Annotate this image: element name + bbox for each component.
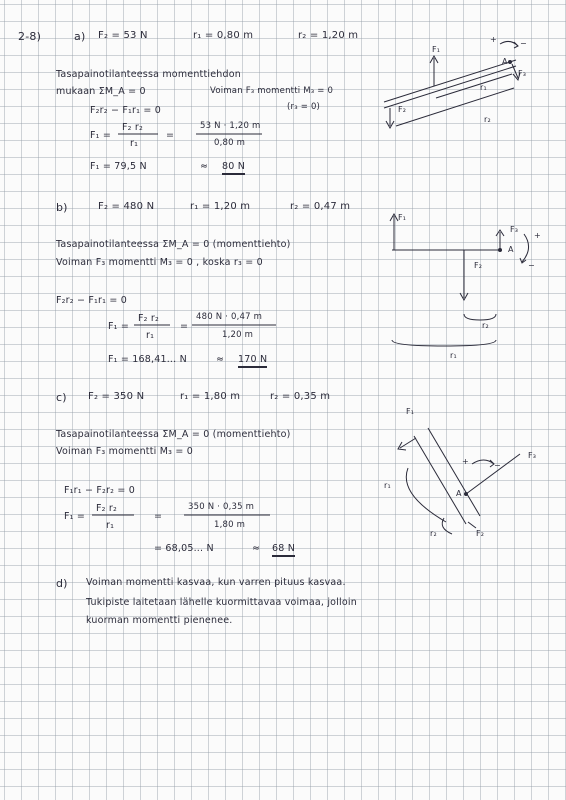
part-b-eq2-eq: =: [180, 321, 189, 332]
part-a-fig-f3: F₃: [518, 69, 527, 78]
part-a-label: a): [74, 30, 86, 43]
part-a-fig-f2: F₂: [398, 105, 407, 114]
part-c-fig-plus: +: [462, 457, 469, 466]
problem-number: 2-8): [18, 30, 42, 43]
part-a-eq2-eq: =: [166, 130, 175, 141]
part-a-given-f2: F₂ = 53 N: [98, 30, 148, 41]
part-c-eq2-eq: =: [154, 511, 163, 522]
part-c-fig-f2: F₂: [476, 529, 485, 538]
part-a-r3-note: (r₃ = 0): [287, 102, 321, 112]
part-a-fig-f1: F₁: [432, 45, 441, 54]
part-a-result: F₁ = 79,5 N: [90, 161, 147, 172]
part-a-equation-1: F₂r₂ − F₁r₁ = 0: [90, 105, 162, 116]
part-a-text-line1: Tasapainotilanteessa momenttiehdon: [56, 69, 241, 80]
part-c-answer: 68 N: [272, 544, 295, 557]
part-a-eq2-lhs: F₁ =: [90, 130, 112, 141]
part-b-fig-f1: F₁: [398, 213, 407, 222]
part-c-eq2-lhs: F₁ =: [64, 511, 86, 522]
part-b-fig-f3: F₃: [510, 225, 519, 234]
part-b-given-f2: F₂ = 480 N: [98, 201, 155, 212]
part-b-approx: ≈: [216, 354, 225, 365]
part-a-fig-minus: −: [520, 39, 527, 48]
part-c-eq2-frac-den: r₁: [106, 520, 115, 531]
part-c-fig-a: A: [456, 489, 462, 498]
part-a-eq2-val-den: 0,80 m: [214, 138, 246, 148]
part-c-fig-minus: −: [494, 461, 501, 470]
part-c-label: c): [56, 391, 67, 404]
part-b-fig-f2: F₂: [474, 261, 483, 270]
part-b-eq2-val-num: 480 N · 0,47 m: [196, 312, 263, 322]
part-a-given-r1: r₁ = 0,80 m: [193, 30, 254, 41]
part-a-moment-note: Voiman F₃ momentti M₃ = 0: [210, 86, 334, 96]
part-a-approx: ≈: [200, 161, 209, 172]
part-b-eq2-frac-num: F₂ r₂: [138, 313, 160, 324]
part-c-given-f2: F₂ = 350 N: [88, 391, 145, 402]
part-a-fig-a: A: [502, 57, 508, 66]
part-c-fig-f1: F₁: [406, 407, 415, 416]
part-d-text-line2: Tukipiste laitetaan lähelle kuormittavaa voimaa, jolloin: [86, 597, 357, 608]
part-b-fig-a: A: [508, 245, 514, 254]
part-b-equation-1: F₂r₂ − F₁r₁ = 0: [56, 295, 128, 306]
part-b-fig-plus: +: [534, 231, 541, 240]
part-b-eq2-lhs: F₁ =: [108, 321, 130, 332]
part-b-label: b): [56, 201, 68, 214]
part-a-eq2-frac-num: F₂ r₂: [122, 122, 144, 133]
part-a-given-r2: r₂ = 1,20 m: [298, 30, 359, 41]
part-a-fig-r1: r₁: [480, 83, 487, 92]
part-d-label: d): [56, 577, 68, 590]
part-b-given-r2: r₂ = 0,47 m: [290, 201, 351, 212]
part-d-text-line1: Voiman momentti kasvaa, kun varren pituus kasvaa.: [86, 577, 346, 588]
part-c-given-r1: r₁ = 1,80 m: [180, 391, 241, 402]
part-a-text-line2: mukaan ΣM_A = 0: [56, 86, 146, 97]
part-c-fig-f3: F₃: [528, 451, 537, 460]
part-b-fig-minus: −: [528, 261, 535, 270]
part-c-eq2-val-num: 350 N · 0,35 m: [188, 502, 255, 512]
part-c-result: = 68,05... N: [154, 543, 214, 554]
part-b-fig-r1: r₁: [450, 351, 457, 360]
part-b-result: F₁ = 168,41... N: [108, 354, 187, 365]
part-b-given-r1: r₁ = 1,20 m: [190, 201, 251, 212]
part-a-fig-r2: r₂: [484, 115, 491, 124]
part-d-text-line3: kuorman momentti pienenee.: [86, 615, 233, 626]
part-b-fig-r2: r₂: [482, 321, 489, 330]
part-b-text-line2: Voiman F₃ momentti M₃ = 0 , koska r₃ = 0: [56, 257, 263, 268]
part-c-text-line1: Tasapainotilanteessa ΣM_A = 0 (momenttiehto): [56, 429, 291, 440]
part-a-fig-plus: +: [490, 35, 497, 44]
part-c-approx: ≈: [252, 543, 261, 554]
part-c-given-r2: r₂ = 0,35 m: [270, 391, 331, 402]
part-b-text-line1: Tasapainotilanteessa ΣM_A = 0 (momenttiehto): [56, 239, 291, 250]
part-b-answer: 170 N: [238, 355, 267, 368]
part-c-fig-r1: r₁: [384, 481, 391, 490]
part-c-eq2-val-den: 1,80 m: [214, 520, 246, 530]
part-a-eq2-val-num: 53 N · 1,20 m: [200, 121, 261, 131]
part-c-eq2-frac-num: F₂ r₂: [96, 503, 118, 514]
part-a-eq2-frac-den: r₁: [130, 138, 139, 149]
part-c-text-line2: Voiman F₃ momentti M₃ = 0: [56, 446, 193, 457]
part-a-answer: 80 N: [222, 162, 245, 175]
part-c-lever-diagram: [380, 398, 550, 548]
part-c-equation-1: F₁r₁ − F₂r₂ = 0: [64, 485, 136, 496]
part-c-fig-r2: r₂: [430, 529, 437, 538]
part-b-eq2-frac-den: r₁: [146, 330, 155, 341]
part-b-eq2-val-den: 1,20 m: [222, 330, 254, 340]
